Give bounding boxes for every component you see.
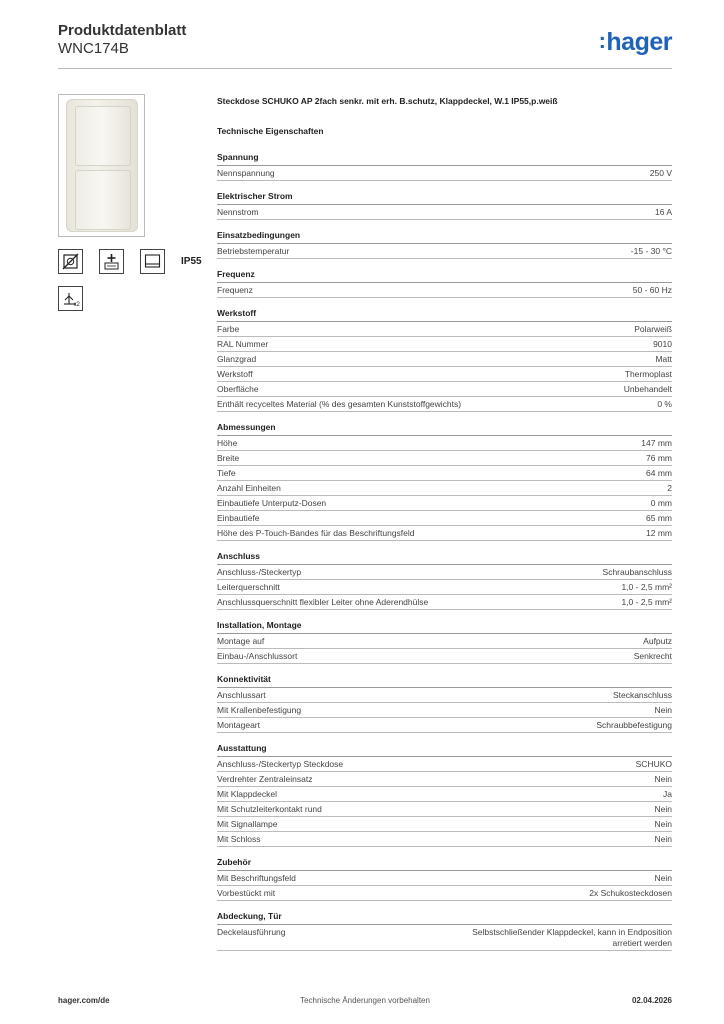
spec-label: Verdrehter Zentraleinsatz [217,773,313,784]
spec-value: Nein [654,803,672,814]
spec-value: Ja [663,788,672,799]
spec-label: Montageart [217,719,260,730]
spec-row [217,580,672,595]
spec-label: Mit Beschriftungsfeld [217,872,296,883]
spec-label: Nennstrom [217,206,259,217]
spec-value: 250 V [649,167,672,178]
spec-label: Mit Schutzleiterkontakt rund [217,803,322,814]
spec-value: 16 A [654,206,672,217]
spec-sections [217,151,672,951]
spec-row [217,382,672,397]
spec-row [217,397,672,412]
spec-row [217,352,672,367]
spec-row [217,925,672,951]
spec-value: Selbstschließender Klappdeckel, kann in Endposition arretiert werden [472,926,672,948]
spec-label: Mit Klappdeckel [217,788,278,799]
spec-label: RAL Nummer [217,338,269,349]
spec-value: SCHUKO [635,758,672,769]
product-image [58,94,145,237]
spec-label: Breite [217,452,240,463]
spec-value: 0 mm [650,497,672,508]
spec-row [217,436,672,451]
footer-date: 02.04.2026 [631,996,672,1005]
svg-text:x2: x2 [73,302,80,308]
spec-section [217,151,672,181]
surface-mount-icon [140,249,165,274]
footer-notice: Technische Änderungen vorbehalten [300,996,430,1005]
spec-label: Anschlussquerschnitt flexibler Leiter ohne Aderendhülse [217,596,429,607]
spec-row [217,166,672,181]
spec-value: Senkrecht [633,650,672,661]
spec-row [217,772,672,787]
spec-row [217,649,672,664]
spec-row [217,634,672,649]
spec-label: Anschluss-/Steckertyp Steckdose [217,758,344,769]
section-title: Abdeckung, Tür [217,910,672,925]
article-number: WNC174B [58,40,129,57]
double-socket-icon [58,286,83,311]
spec-label: Einbau-/Anschlussort [217,650,298,661]
spec-label: Frequenz [217,284,253,295]
technical-properties-heading: Technische Eigenschaften [217,126,324,136]
spec-value: 65 mm [646,512,672,523]
spec-row [217,337,672,352]
spec-value: Schraubanschluss [602,566,672,577]
spec-section [217,307,672,412]
spec-value: -15 - 30 °C [630,245,672,256]
spec-value: 2x Schukosteckdosen [589,887,672,898]
spec-row [217,283,672,298]
spec-section [217,421,672,541]
section-title: Elektrischer Strom [217,190,672,205]
spec-row [217,871,672,886]
spec-value: 12 mm [646,527,672,538]
socket-body [66,99,138,232]
socket-lid-bottom [75,170,131,230]
spec-label: Mit Signallampe [217,818,278,829]
spec-value: Steckanschluss [612,689,672,700]
spec-value: Nein [654,872,672,883]
section-title: Einsatzbedingungen [217,229,672,244]
section-title: Installation, Montage [217,619,672,634]
spec-label: Höhe des P-Touch-Bandes für das Beschriftungsfeld [217,527,415,538]
page-header [58,22,672,68]
spec-value: 50 - 60 Hz [632,284,672,295]
hager-logo[interactable] [599,28,672,57]
spec-label: Anschluss-/Steckertyp [217,566,302,577]
spec-row [217,496,672,511]
spec-label: Vorbestückt mit [217,887,276,898]
spec-value: Nein [654,704,672,715]
spec-label: Werkstoff [217,368,253,379]
header-divider [58,68,672,69]
section-title: Werkstoff [217,307,672,322]
spec-label: Einbautiefe Unterputz-Dosen [217,497,327,508]
logo-dots: : [598,28,606,53]
left-column [58,94,203,311]
spec-value: 0 % [657,398,672,409]
ip-rating-label: IP55 [181,256,202,267]
section-title: Abmessungen [217,421,672,436]
spec-section [217,190,672,220]
spec-row [217,205,672,220]
spec-label: Mit Schloss [217,833,261,844]
section-title: Ausstattung [217,742,672,757]
spec-label: Einbautiefe [217,512,260,523]
logo-text: hager [606,28,672,56]
socket-lid-top [75,106,131,166]
spec-value: 1,0 - 2,5 mm² [621,581,672,592]
spec-row [217,244,672,259]
spec-section [217,268,672,298]
spec-row [217,703,672,718]
spec-value: 1,0 - 2,5 mm² [621,596,672,607]
spec-row [217,451,672,466]
product-description: Steckdose SCHUKO AP 2fach senkr. mit erh. B.schutz, Klappdeckel, W.1 IP55,p.weiß [217,96,558,106]
spec-row [217,466,672,481]
feature-icons-row2 [58,286,203,311]
spec-row [217,817,672,832]
spec-value: Aufputz [643,635,672,646]
spec-label: Farbe [217,323,240,334]
spec-label: Nennspannung [217,167,275,178]
spec-value: 147 mm [641,437,672,448]
spec-value: Thermoplast [624,368,672,379]
spec-label: Mit Krallenbefestigung [217,704,302,715]
spec-label: Betriebstemperatur [217,245,290,256]
spec-row [217,886,672,901]
spec-section [217,619,672,664]
spec-value: 9010 [653,338,672,349]
spec-value: Nein [654,818,672,829]
spec-row [217,595,672,610]
spec-row [217,718,672,733]
spec-label: Oberfläche [217,383,259,394]
spec-label: Leiterquerschnitt [217,581,280,592]
spec-label: Anschlussart [217,689,266,700]
spec-label: Deckelausführung [217,926,286,937]
spec-row [217,526,672,541]
spec-row [217,757,672,772]
spec-section [217,673,672,733]
spec-row [217,367,672,382]
spec-section [217,856,672,901]
spec-row [217,787,672,802]
spec-value: Polarweiß [634,323,672,334]
protective-earth-icon [99,249,124,274]
document-title: Produktdatenblatt [58,22,187,39]
spec-section [217,910,672,951]
spec-label: Montage auf [217,635,265,646]
spec-label: Höhe [217,437,238,448]
spec-value: 76 mm [646,452,672,463]
spec-row [217,565,672,580]
spec-section [217,550,672,610]
specification-column [217,95,672,960]
spec-value: Nein [654,773,672,784]
section-title: Konnektivität [217,673,672,688]
spec-value: 2 [667,482,672,493]
spec-row [217,688,672,703]
spec-value: Nein [654,833,672,844]
section-title: Anschluss [217,550,672,565]
spec-value: 64 mm [646,467,672,478]
spec-section [217,742,672,847]
footer-website-link[interactable]: hager.com/de [58,996,110,1005]
spec-label: Tiefe [217,467,236,478]
section-title: Frequenz [217,268,672,283]
spec-value: Unbehandelt [623,383,672,394]
spec-value: Matt [655,353,672,364]
spec-value: Schraubbefestigung [596,719,672,730]
spec-row [217,832,672,847]
section-title: Zubehör [217,856,672,871]
spec-label: Glanzgrad [217,353,257,364]
spec-label: Enthält recyceltes Material (% des gesamten Kunststoffgewichts) [217,398,462,409]
spec-section [217,229,672,259]
spec-row [217,511,672,526]
spec-row [217,802,672,817]
spec-row [217,481,672,496]
spec-label: Anzahl Einheiten [217,482,281,493]
plug-cross-icon [58,249,83,274]
spec-row [217,322,672,337]
section-title: Spannung [217,151,672,166]
feature-icons [58,249,203,274]
